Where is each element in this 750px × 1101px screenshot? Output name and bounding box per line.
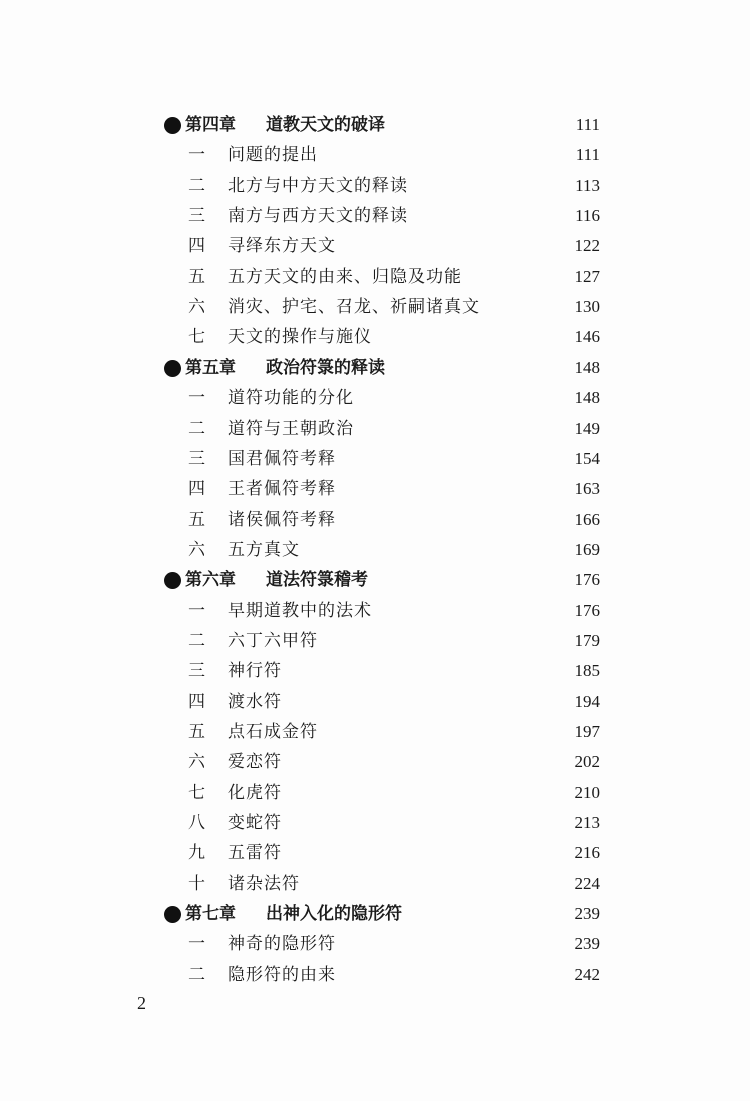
toc-section-entry <box>0 748 750 776</box>
toc-section-entry <box>0 445 750 473</box>
chapter-label: 第七章 <box>185 904 236 925</box>
section-title: 北方与中方天文的释读 <box>228 175 408 196</box>
toc-section-entry <box>0 627 750 655</box>
toc-section-entry <box>0 718 750 746</box>
section-title: 五雷符 <box>228 843 282 864</box>
chapter-title: 政治符箓的释读 <box>266 357 385 378</box>
page-ref: 111 <box>575 145 600 165</box>
toc-chapter-entry <box>0 900 750 928</box>
section-number: 七 <box>188 782 205 803</box>
toc-section-entry <box>0 172 750 200</box>
bullet-icon <box>164 360 181 377</box>
section-number: 六 <box>188 539 205 560</box>
page-ref: 176 <box>574 570 600 590</box>
section-number: 四 <box>188 236 205 257</box>
section-number: 三 <box>188 448 205 469</box>
page-ref: 130 <box>574 297 600 317</box>
section-title: 神行符 <box>228 661 282 682</box>
section-title: 点石成金符 <box>228 722 318 742</box>
section-title: 化虎符 <box>228 782 282 803</box>
toc-section-entry <box>0 293 750 321</box>
section-number: 九 <box>188 843 205 864</box>
section-number: 一 <box>188 600 205 621</box>
toc-section-entry <box>0 870 750 898</box>
page-ref: 239 <box>574 904 600 924</box>
page-ref: 242 <box>574 964 600 984</box>
section-number: 四 <box>188 479 205 500</box>
section-number: 一 <box>188 388 205 409</box>
section-number: 六 <box>188 752 205 773</box>
toc-section-entry <box>0 232 750 260</box>
section-number: 四 <box>188 691 205 712</box>
section-number: 五 <box>188 266 205 287</box>
page-ref: 213 <box>574 813 600 833</box>
section-number: 五 <box>188 509 205 530</box>
section-title: 五方真文 <box>228 539 300 560</box>
toc-chapter-entry <box>0 566 750 594</box>
page-ref: 163 <box>574 479 600 499</box>
page-ref: 216 <box>574 843 600 863</box>
toc-section-entry <box>0 779 750 807</box>
toc-section-entry <box>0 536 750 564</box>
page-ref: 210 <box>574 782 600 802</box>
toc-section-entry <box>0 323 750 351</box>
page-ref: 176 <box>574 600 600 620</box>
page-ref: 197 <box>574 722 600 741</box>
page-ref: 149 <box>574 418 600 438</box>
bullet-icon <box>164 906 181 923</box>
page-number: 2 <box>137 993 146 1013</box>
page-ref: 154 <box>574 448 600 468</box>
toc-section-entry <box>0 141 750 169</box>
section-title: 早期道教中的法术 <box>228 600 372 621</box>
page-ref: 148 <box>574 388 600 408</box>
section-title: 爱恋符 <box>228 752 282 773</box>
page-ref: 113 <box>575 175 600 195</box>
section-title: 南方与西方天文的释读 <box>228 206 408 227</box>
section-title: 道符与王朝政治 <box>228 418 354 439</box>
toc-section-entry <box>0 961 750 989</box>
toc-section-entry <box>0 688 750 716</box>
page-ref: 224 <box>574 873 600 893</box>
toc-section-entry <box>0 415 750 443</box>
section-number: 六 <box>188 297 205 318</box>
page-ref: 194 <box>574 691 600 711</box>
section-title: 六丁六甲符 <box>228 630 318 651</box>
section-title: 渡水符 <box>228 691 282 712</box>
section-number: 二 <box>188 630 205 651</box>
page-ref: 127 <box>574 266 600 286</box>
toc-section-entry <box>0 475 750 503</box>
page-ref: 166 <box>574 509 600 529</box>
bullet-icon <box>164 117 181 134</box>
section-number: 三 <box>188 206 205 227</box>
toc-section-entry <box>0 839 750 867</box>
toc-section-entry <box>0 263 750 291</box>
section-title: 隐形符的由来 <box>228 964 336 985</box>
chapter-label: 第五章 <box>185 357 236 378</box>
chapter-label: 第六章 <box>185 570 236 591</box>
chapter-title: 出神入化的隐形符 <box>266 904 402 925</box>
section-number: 五 <box>188 722 205 742</box>
section-title: 道符功能的分化 <box>228 388 354 409</box>
section-title: 变蛇符 <box>228 813 282 834</box>
toc-chapter-entry <box>0 354 750 382</box>
page-ref: 202 <box>574 752 600 772</box>
toc-section-entry <box>0 506 750 534</box>
toc-section-entry <box>0 657 750 685</box>
toc-section-entry <box>0 202 750 230</box>
section-number: 一 <box>188 145 205 166</box>
toc-section-entry <box>0 597 750 625</box>
toc-section-entry <box>0 809 750 837</box>
page-ref: 146 <box>574 327 600 347</box>
section-title: 寻绎东方天文 <box>228 236 336 257</box>
section-title: 国君佩符考释 <box>228 448 336 469</box>
section-title: 诸侯佩符考释 <box>228 509 336 530</box>
page-ref: 185 <box>574 661 600 681</box>
section-number: 八 <box>188 813 205 834</box>
chapter-label: 第四章 <box>185 115 236 135</box>
toc-section-entry <box>0 930 750 958</box>
section-title: 诸杂法符 <box>228 873 300 894</box>
section-number: 二 <box>188 964 205 985</box>
section-number: 二 <box>188 175 205 196</box>
page-ref: 169 <box>574 539 600 559</box>
chapter-title: 道教天文的破译 <box>266 115 385 135</box>
page-ref: 111 <box>575 115 600 134</box>
section-title: 天文的操作与施仪 <box>228 327 372 348</box>
section-number: 一 <box>188 934 205 955</box>
section-title: 五方天文的由来、归隐及功能 <box>228 266 462 287</box>
section-number: 十 <box>188 873 205 894</box>
section-title: 问题的提出 <box>228 145 318 166</box>
section-title: 王者佩符考释 <box>228 479 336 500</box>
section-title: 消灾、护宅、召龙、祈嗣诸真文 <box>228 297 480 318</box>
page-ref: 116 <box>575 206 600 226</box>
section-number: 三 <box>188 661 205 682</box>
page-ref: 148 <box>574 357 600 377</box>
page-ref: 179 <box>574 630 600 650</box>
chapter-title: 道法符箓稽考 <box>266 570 368 591</box>
section-title: 神奇的隐形符 <box>228 934 336 955</box>
toc-section-entry <box>0 384 750 412</box>
bullet-icon <box>164 572 181 589</box>
page-ref: 122 <box>574 236 600 256</box>
page-ref: 239 <box>574 934 600 954</box>
toc-chapter-entry <box>0 111 750 139</box>
section-number: 七 <box>188 327 205 348</box>
section-number: 二 <box>188 418 205 439</box>
